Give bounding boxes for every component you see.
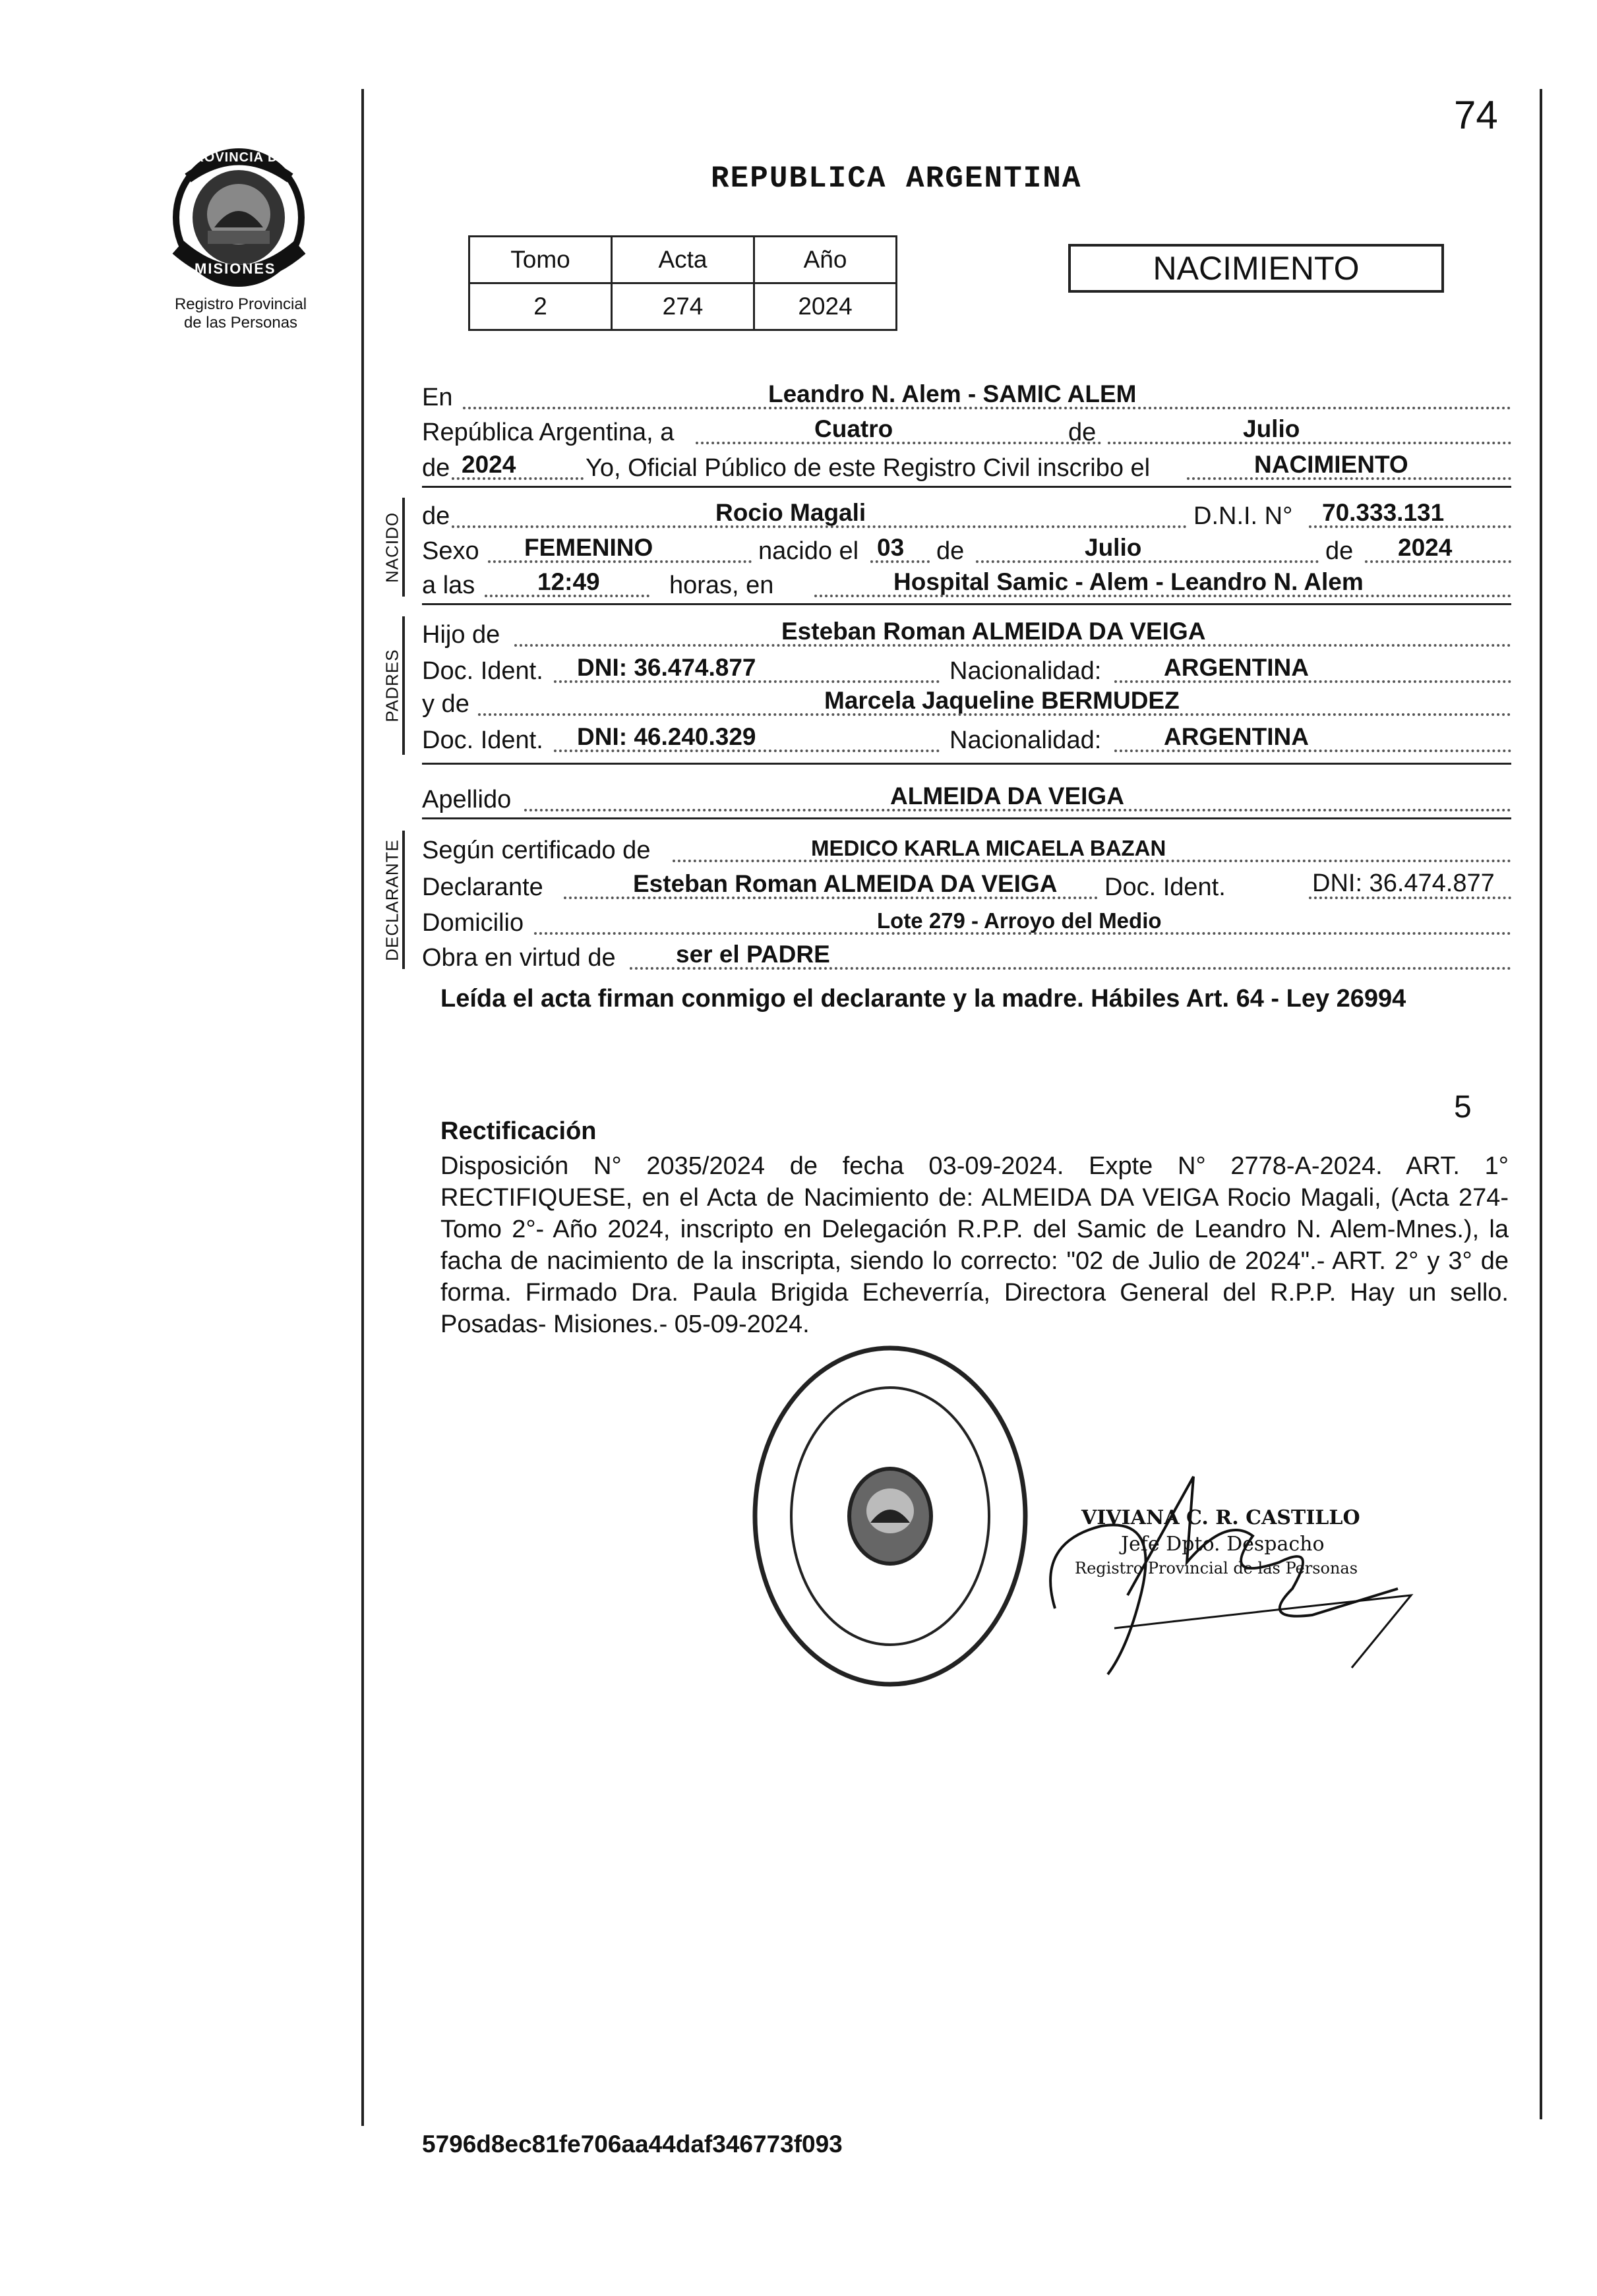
father-doc-label: Doc. Ident.	[422, 657, 543, 685]
en-label: En	[422, 384, 453, 411]
child-dni-value: 70.333.131	[1322, 499, 1445, 526]
birth-month-value: Julio	[1085, 534, 1142, 561]
row-nacido-sexo	[422, 533, 1511, 566]
document-hash: 5796d8ec81fe706aa44daf346773f093	[422, 2131, 843, 2158]
mother-nationality-value: ARGENTINA	[1164, 723, 1309, 750]
dotted-leader	[976, 560, 1319, 563]
dni-label: D.N.I. N°	[1193, 502, 1293, 530]
row-republica	[422, 414, 1511, 447]
de-label: de	[1068, 419, 1097, 446]
mother-name-value: Marcela Jaqueline BERMUDEZ	[824, 687, 1180, 714]
en-value: Leandro N. Alem - SAMIC ALEM	[768, 380, 1137, 407]
declarante-label: Declarante	[422, 873, 543, 901]
apellido-value: ALMEIDA DA VEIGA	[890, 782, 1124, 809]
birth-day-value: 03	[877, 534, 905, 561]
year-value: 2024	[462, 451, 516, 478]
row-father-doc	[422, 653, 1511, 686]
declarante-side-label: DECLARANTE	[382, 839, 402, 961]
row-hijo-de	[422, 616, 1511, 649]
rectificacion-title: Rectificación	[440, 1117, 597, 1145]
section-rule	[422, 486, 1511, 488]
dotted-leader	[1108, 442, 1511, 444]
row-domicilio	[422, 904, 1511, 937]
certificado-label: Según certificado de	[422, 837, 651, 864]
rectificacion-body: Disposición N° 2035/2024 de fecha 03-09-2024. Expte N° 2778-A-2024. ART. 1° RECTIFIQUESE, en el Acta de Nacimiento de: ALMEIDA DA VEIGA Rocio Magali, (Acta 274- Tomo 2°- Año 2024, inscripto en Delegación R.P.P. del Samic de Leandro N. Alem-Mnes.), la facha de nacimiento de la inscripta, siendo lo correcto: "02 de Julio de 2024".- ART. 2° y 3° de forma. Firmado Dra. Paula Brigida Echeverría, Directora General del R.P.P. Hay un sello. Posadas- Misiones.- 05-09-2024.	[440, 1152, 1509, 1338]
horas-en-label: horas, en	[669, 572, 774, 599]
official-seal	[745, 1338, 1035, 1694]
hijo-de-label: Hijo de	[422, 621, 500, 649]
row-inscribo	[422, 450, 1511, 483]
record-table	[468, 235, 897, 331]
a-las-label: a las	[422, 572, 475, 599]
inscribo-value: NACIMIENTO	[1254, 451, 1408, 478]
row-nacido-hora	[422, 567, 1511, 600]
domicilio-value: Lote 279 - Arroyo del Medio	[877, 908, 1162, 933]
record-table-value-anio: 2024	[754, 283, 897, 330]
section-rule	[422, 817, 1511, 819]
registry-name-line2: de las Personas	[183, 314, 298, 332]
section-rule	[422, 763, 1511, 765]
logo-bottom-text: MISIONES	[195, 260, 276, 277]
signature-stamp-line3: Registro Provincial de las Personas	[1075, 1559, 1358, 1577]
declarante-value: Esteban Roman ALMEIDA DA VEIGA	[633, 870, 1058, 897]
record-table-value-acta: 274	[612, 283, 754, 330]
record-table-header-anio: Año	[754, 237, 897, 283]
mother-doc-label: Doc. Ident.	[422, 726, 543, 754]
father-doc-value: DNI: 36.474.877	[577, 654, 756, 681]
domicilio-label: Domicilio	[422, 909, 524, 937]
row-mother-doc	[422, 722, 1511, 755]
row-y-de	[422, 686, 1511, 719]
nacido-side-bar	[402, 498, 405, 597]
inscribo-label: Yo, Oficial Público de este Registro Civil inscribo el	[586, 454, 1151, 482]
nacido-de-label: de	[422, 502, 450, 530]
right-margin-line	[1540, 89, 1542, 2119]
row-en	[422, 379, 1511, 412]
birth-de-label: de	[936, 537, 965, 565]
row-obra	[422, 939, 1511, 972]
row-nacido-name	[422, 498, 1511, 531]
record-table-header-acta: Acta	[612, 237, 754, 283]
row-apellido	[422, 781, 1511, 814]
signature-stamp-line1: VIVIANA C. R. CASTILLO	[1081, 1506, 1360, 1529]
record-type-box: NACIMIENTO	[1068, 244, 1444, 293]
declarante-doc-value: DNI: 36.474.877	[1312, 869, 1495, 897]
closing-note: Leída el acta firman conmigo el declarante y la madre. Hábiles Art. 64 - Ley 26994	[440, 985, 1406, 1013]
apellido-label: Apellido	[422, 786, 512, 813]
padres-side-bar	[402, 616, 405, 755]
nacido-side-label: NACIDO	[382, 512, 402, 583]
row-declarante	[422, 869, 1511, 902]
father-name-value: Esteban Roman ALMEIDA DA VEIGA	[781, 618, 1206, 645]
logo-top-text: PROVINCIA DE	[185, 150, 287, 165]
record-table-header-tomo: Tomo	[469, 237, 612, 283]
obra-label: Obra en virtud de	[422, 944, 616, 972]
month-value: Julio	[1243, 415, 1300, 442]
dotted-leader	[696, 442, 1101, 444]
de2-label: de	[422, 454, 450, 482]
declarante-side-bar	[402, 831, 405, 969]
republica-label: República Argentina, a	[422, 419, 675, 446]
left-margin-line	[361, 89, 364, 2126]
declarante-doc-label: Doc. Ident.	[1104, 873, 1226, 901]
child-name-value: Rocio Magali	[715, 499, 866, 526]
nacido-el-label: nacido el	[758, 537, 859, 565]
record-table-value-tomo: 2	[469, 283, 612, 330]
father-nationality-value: ARGENTINA	[1164, 654, 1309, 681]
rectificacion-number: 5	[1454, 1090, 1472, 1125]
section-rule	[422, 603, 1511, 605]
mother-nationality-label: Nacionalidad:	[949, 726, 1102, 754]
birth-year-value: 2024	[1398, 534, 1453, 561]
day-value: Cuatro	[814, 415, 893, 442]
sexo-label: Sexo	[422, 537, 479, 565]
row-certificado	[422, 832, 1511, 865]
padres-side-label: PADRES	[382, 649, 402, 722]
place-value: Hospital Samic - Alem - Leandro N. Alem	[893, 568, 1364, 595]
dotted-leader	[1309, 897, 1511, 899]
obra-value: ser el PADRE	[676, 941, 830, 968]
certificado-value: MEDICO KARLA MICAELA BAZAN	[811, 836, 1166, 860]
father-nationality-label: Nacionalidad:	[949, 657, 1102, 685]
birth-de2-label: de	[1325, 537, 1354, 565]
y-de-label: y de	[422, 690, 469, 718]
registry-name-line1: Registro Provincial	[174, 295, 307, 313]
mother-doc-value: DNI: 46.240.329	[577, 723, 756, 750]
signature-stamp-line2: Jefe Dpto. Despacho	[1121, 1533, 1325, 1556]
page-number: 74	[1454, 93, 1498, 137]
sexo-value: FEMENINO	[524, 534, 653, 561]
hour-value: 12:49	[537, 568, 600, 595]
page-title: REPUBLICA ARGENTINA	[711, 162, 1082, 196]
